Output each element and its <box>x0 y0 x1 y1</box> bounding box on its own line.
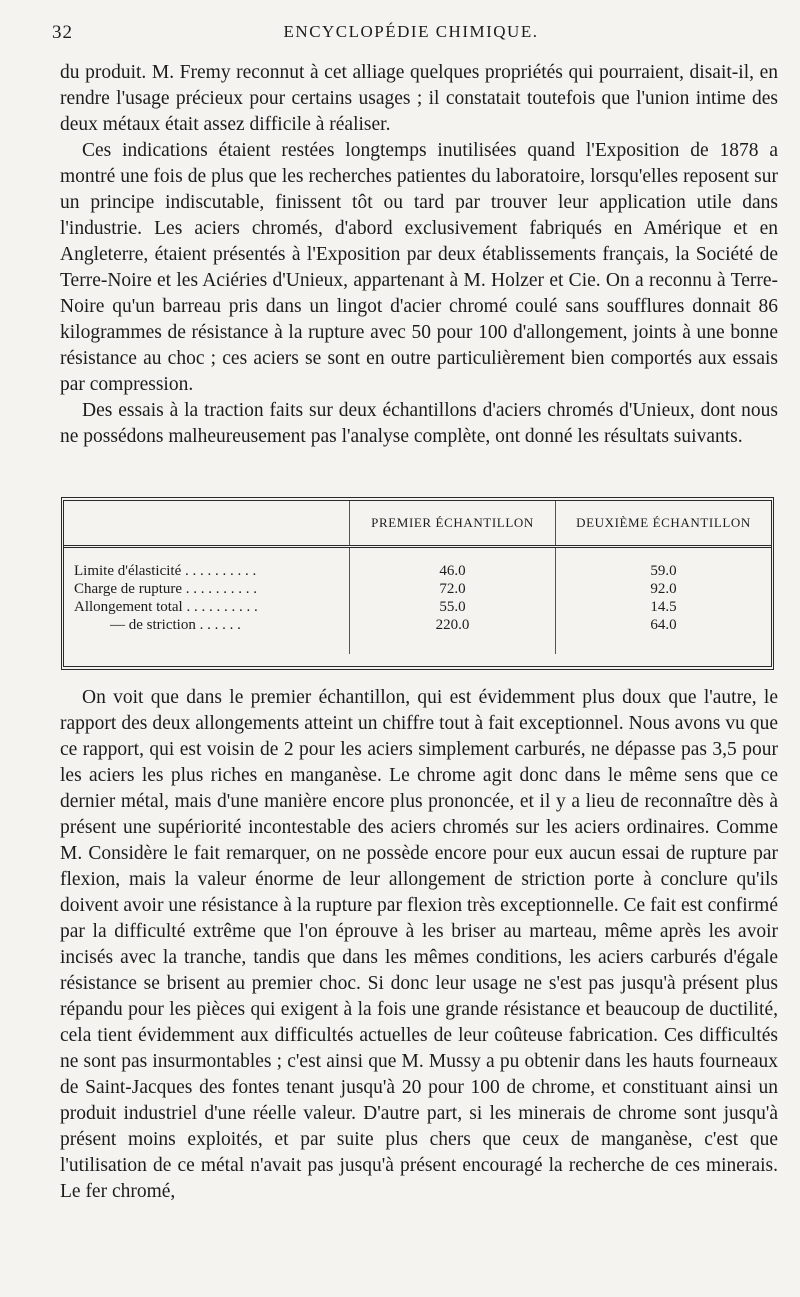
table-row <box>64 616 771 634</box>
row-label: Charge de rupture . . . . . . . . . . <box>74 581 258 597</box>
row-value-1: 46.0 <box>350 547 556 581</box>
row-value-1: 72.0 <box>350 580 556 598</box>
row-label: — de striction . . . . . . <box>110 617 241 633</box>
paragraph: On voit que dans le premier échantillon, qui est évidemment plus doux que l'autre, le rapport des deux allongements atteint un chiffre tout à fait exceptionnel. Nous avons vu que ce rapport, qui est voisin de 2 pour les aciers simplement carburés, ne dépasse pas 3,5 pour les aciers les plus riches en manganèse. Le chrome agit donc dans le même sens que ce dernier métal, mais d'une manière encore plus prononcée, et il y a lieu de reconnaître dès à présent une supériorité incontestable des aciers chromés sur les aciers ordinaires. Comme M. Considère le fait remarquer, on ne possède encore pour eux aucun essai de rupture par flexion, mais la valeur énorme de leur allongement de striction porte à conclure qu'ils doivent avoir une résistance à la rupture par flexion très exceptionnelle. Ce fait est confirmé par la difficulté extrême que l'on éprouve à les briser au marteau, même après les avoir incisés avec la tranche, tandis que dans les mêmes conditions, les aciers carburés d'égale résistance se brisent au premier choc. Si donc leur usage ne s'est pas jusqu'à présent plus répandu pour les pièces qui exigent à la fois une grande résistance et beaucoup de ductilité, cela tient évidemment aux difficultés actuelles de leur coûteuse fabrication. Ces difficultés ne sont pas insurmontables ; c'est ainsi que M. Mussy a pu obtenir dans les hauts fourneaux de Saint-Jacques des fontes tenant jusqu'à 20 pour 100 de chrome, et constituant ainsi un produit industriel d'une réelle valeur. D'autre part, si les minerais de chrome sont jusqu'à présent moins exploités, et par suite plus chers que ceux de manganèse, c'est que l'utilisation de ce métal n'avait pas jusqu'à présent encouragé la recherche de ces minerais. Le fer chromé, <box>60 687 778 1202</box>
row-value-1: 55.0 <box>350 598 556 616</box>
results-table <box>61 497 774 670</box>
row-value-2: 64.0 <box>556 616 772 634</box>
table-row <box>64 547 771 581</box>
row-label: Allongement total . . . . . . . . . . <box>74 599 258 615</box>
paragraph: du produit. M. Fremy reconnut à cet alliage quelques propriétés qui pourraient, disait-il, en rendre l'usage précieux pour certains usages ; il constatait toutefois que l'union intime des deux métaux était assez difficile à réaliser. <box>60 62 778 135</box>
table-header-deuxieme: DEUXIÈME ÉCHANTILLON <box>556 501 772 547</box>
row-value-2: 92.0 <box>556 580 772 598</box>
table-header-empty <box>64 501 350 547</box>
paragraph: Des essais à la traction faits sur deux échantillons d'aciers chromés d'Unieux, dont nous ne possédons malheureusement pas l'analyse complète, ont donné les résultats suivants. <box>60 400 778 447</box>
row-value-1: 220.0 <box>350 616 556 634</box>
body-text-bottom <box>60 685 778 1205</box>
table-header-premier: PREMIER ÉCHANTILLON <box>350 501 556 547</box>
row-label: Limite d'élasticité . . . . . . . . . . <box>74 563 257 579</box>
page-number: 32 <box>52 22 73 43</box>
table-filler-row <box>64 634 771 654</box>
running-title: ENCYCLOPÉDIE CHIMIQUE. <box>283 22 539 41</box>
paragraph: Ces indications étaient restées longtemps inutilisées quand l'Exposition de 1878 a montré une fois de plus que les recherches patientes du laboratoire, lorsqu'elles reposent sur un principe indiscutable, finissent tôt ou tard par trouver leur application utile dans l'industrie. Les aciers chromés, d'abord exclusivement fabriqués en Amérique et en Angleterre, étaient présentés à l'Exposition par deux établissements français, la Société de Terre-Noire et les Aciéries d'Unieux, appartenant à M. Holzer et Cie. On a reconnu à Terre-Noire qu'un barreau pris dans un lingot d'acier chromé coulé sans soufflures donnait 86 kilogrammes de résistance à la rupture avec 50 pour 100 d'allongement, joints à une bonne résistance au choc ; ces aciers se sont en outre particulièrement bien comportés aux essais par compression. <box>60 140 778 395</box>
table-row <box>64 580 771 598</box>
page-header <box>52 22 770 48</box>
body-text-top <box>60 60 778 450</box>
table-row <box>64 598 771 616</box>
row-value-2: 59.0 <box>556 547 772 581</box>
row-value-2: 14.5 <box>556 598 772 616</box>
